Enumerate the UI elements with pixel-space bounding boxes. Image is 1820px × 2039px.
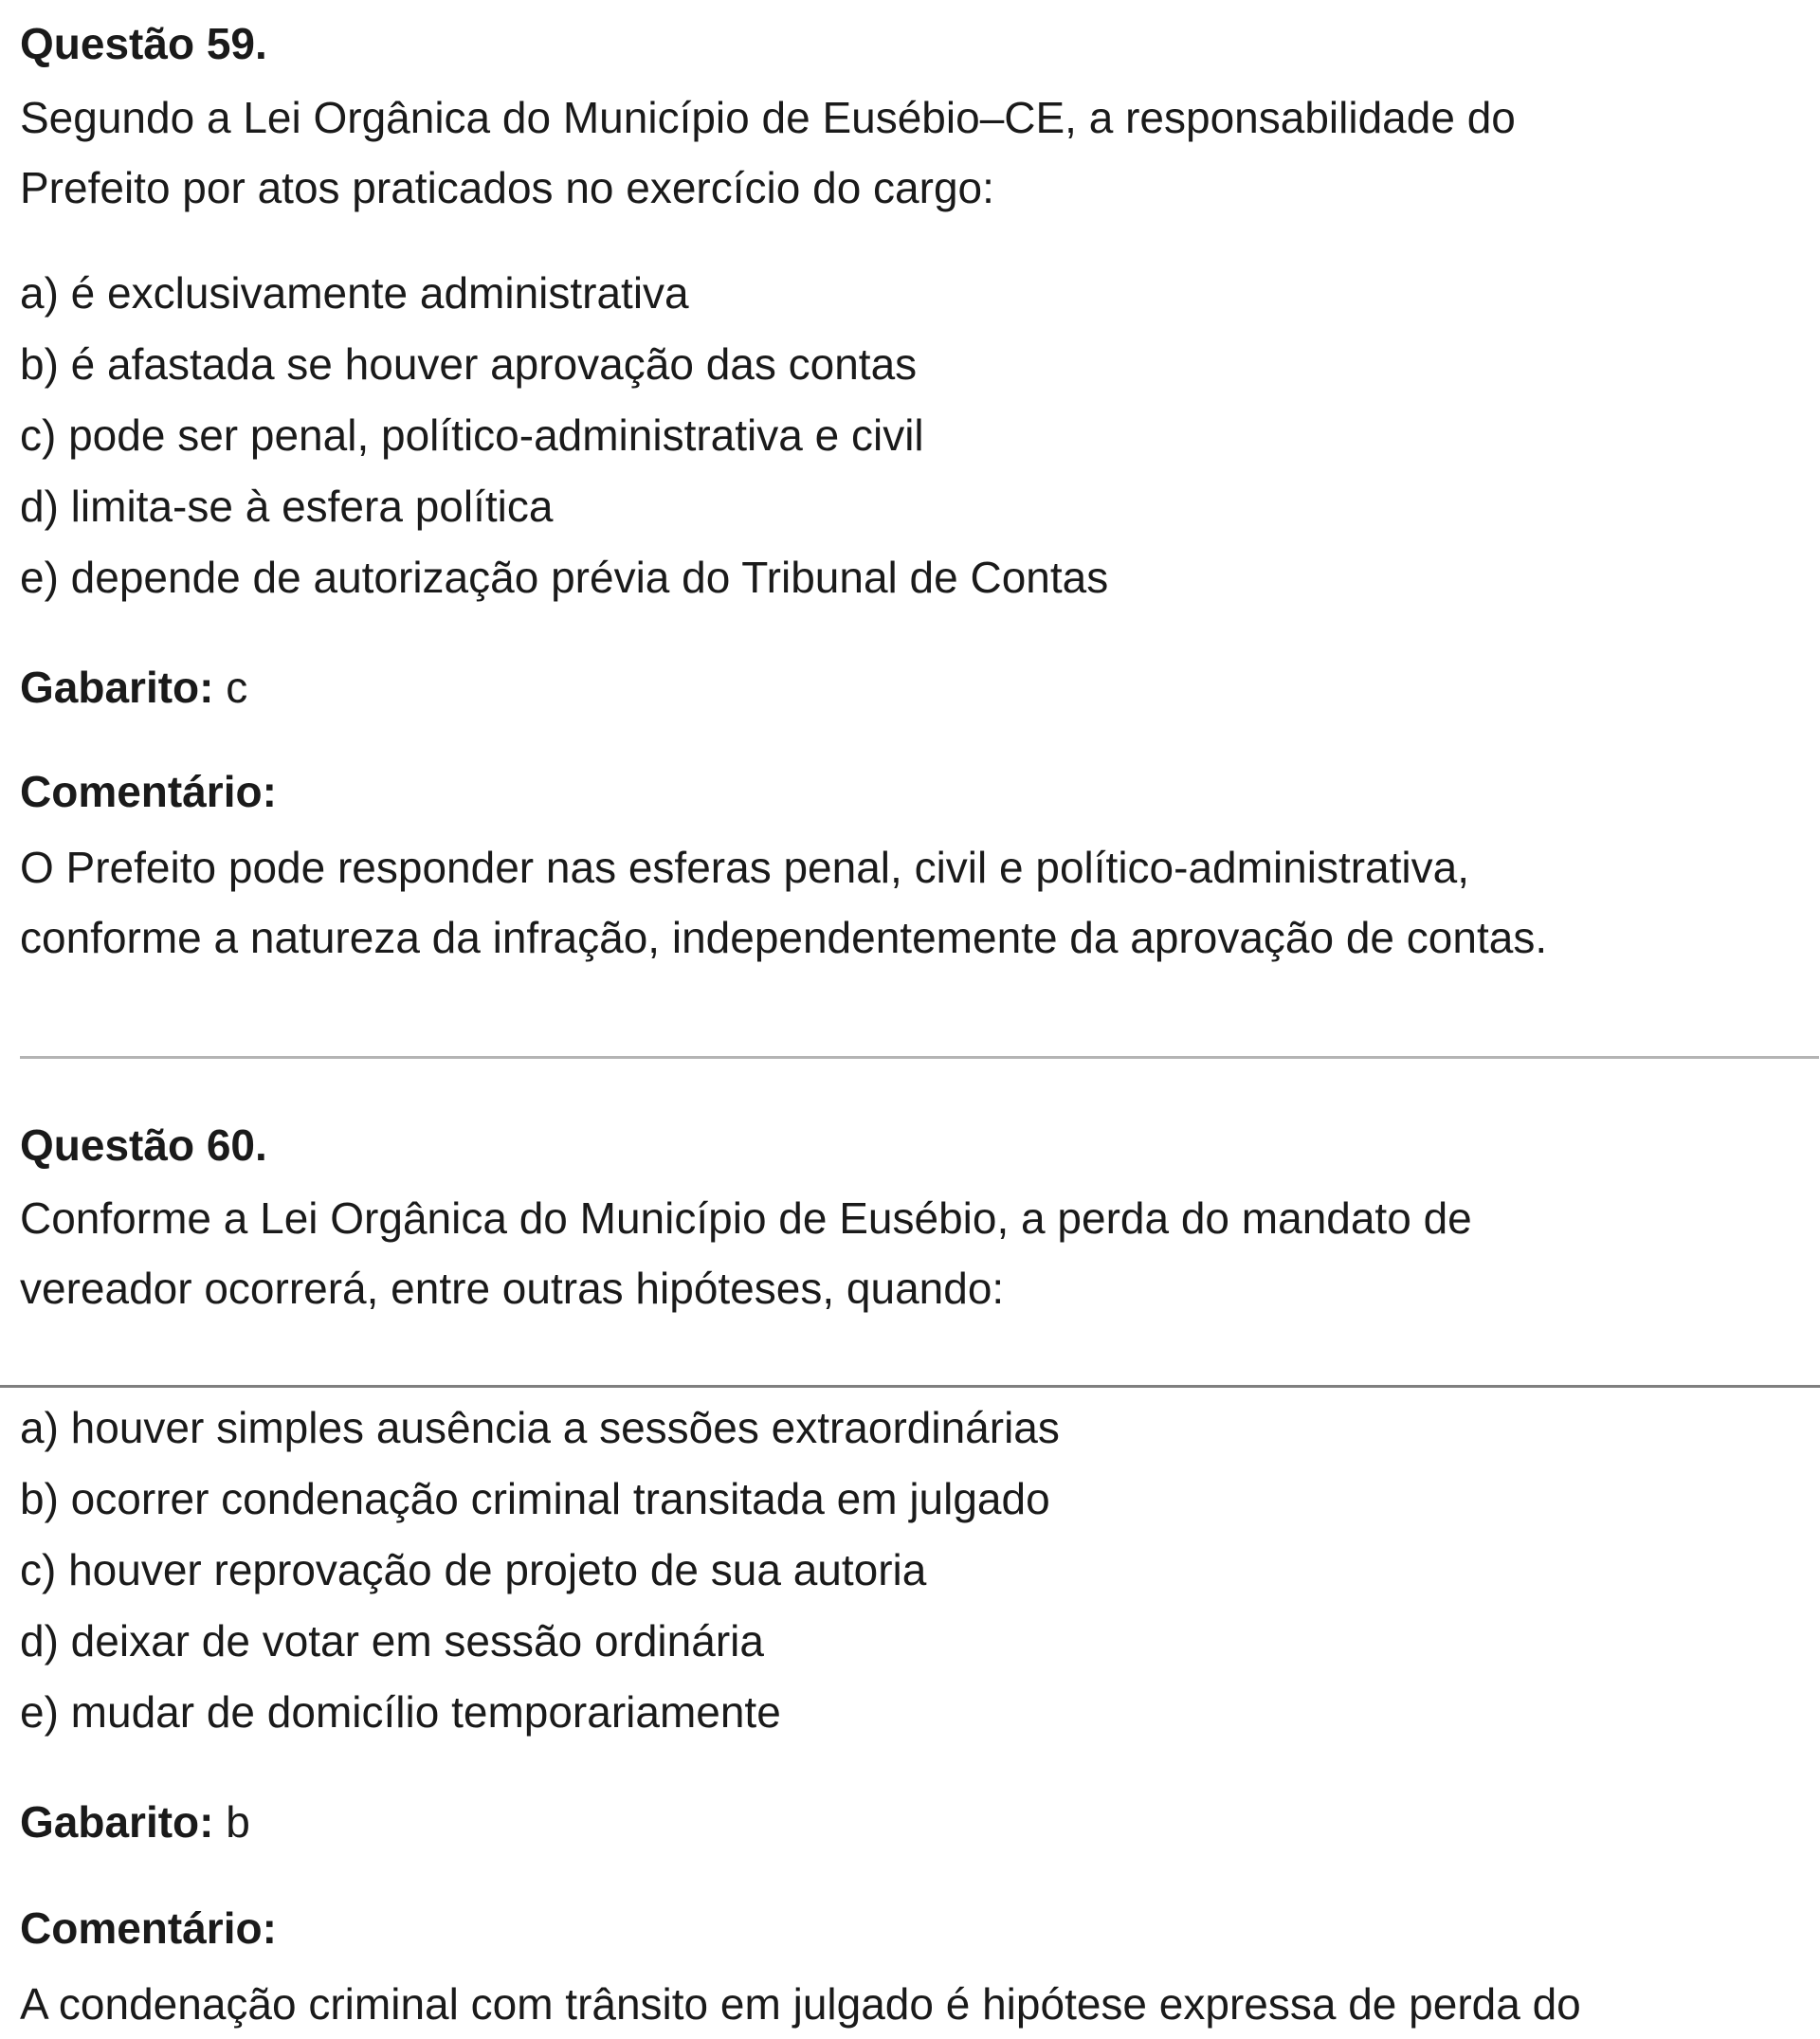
question-59-title-block xyxy=(20,8,1802,80)
question-59-options xyxy=(20,258,1802,613)
question-60-answer-value: b xyxy=(226,1797,250,1847)
question-59-answer xyxy=(20,652,1802,722)
question-59-stem xyxy=(20,82,1802,223)
section-divider xyxy=(20,1056,1819,1059)
question-60-option-b: b) ocorrer condenação criminal transitada em julgado xyxy=(20,1474,1050,1523)
question-59-stem-line-2: Prefeito por atos praticados no exercício do cargo: xyxy=(20,163,994,212)
question-60-answer-label: Gabarito: xyxy=(20,1797,214,1847)
question-59-comment xyxy=(20,832,1802,973)
section-divider-2 xyxy=(0,1385,1820,1388)
question-60-option-a: a) houver simples ausência a sessões extraordinárias xyxy=(20,1403,1060,1452)
question-60-comment-label: Comentário: xyxy=(20,1903,277,1953)
question-60-option-d: d) deixar de votar em sessão ordinária xyxy=(20,1616,764,1666)
question-59-comment-line-2: conforme a natureza da infração, independentemente da aprovação de contas. xyxy=(20,913,1548,962)
question-59-answer-value: c xyxy=(226,663,248,712)
question-60-comment-line-1: A condenação criminal com trânsito em julgado é hipótese expressa de perda do xyxy=(20,1979,1581,2029)
question-60-comment xyxy=(20,1969,1802,2039)
question-60-stem-line-2: vereador ocorrerá, entre outras hipóteses, quando: xyxy=(20,1264,1005,1313)
question-59-option-c: c) pode ser penal, político-administrativa e civil xyxy=(20,410,924,460)
question-59-option-d: d) limita-se à esfera política xyxy=(20,482,554,531)
question-59-option-e: e) depende de autorização prévia do Tribunal de Contas xyxy=(20,553,1109,602)
question-59-comment-title-block xyxy=(20,756,1802,828)
question-59-comment-line-1: O Prefeito pode responder nas esferas penal, civil e político-administrativa, xyxy=(20,843,1470,892)
question-60-title: Questão 60. xyxy=(20,1120,267,1170)
question-59-comment-label: Comentário: xyxy=(20,767,277,816)
question-59-answer-label: Gabarito: xyxy=(20,663,214,712)
question-59-option-b: b) é afastada se houver aprovação das contas xyxy=(20,339,918,389)
question-59-title: Questão 59. xyxy=(20,19,267,68)
question-59-stem-line-1: Segundo a Lei Orgânica do Município de Eusébio–CE, a responsabilidade do xyxy=(20,93,1516,142)
question-60-answer xyxy=(20,1787,1802,1857)
question-60-comment-title-block xyxy=(20,1892,1802,1964)
question-60-option-c: c) houver reprovação de projeto de sua autoria xyxy=(20,1545,927,1594)
question-60-stem xyxy=(20,1183,1802,1323)
question-60-stem-line-1: Conforme a Lei Orgânica do Município de Eusébio, a perda do mandato de xyxy=(20,1193,1472,1243)
question-60-options xyxy=(20,1393,1802,1748)
question-60-title-block xyxy=(20,1109,1802,1181)
question-59-option-a: a) é exclusivamente administrativa xyxy=(20,268,689,318)
question-60-option-e: e) mudar de domicílio temporariamente xyxy=(20,1687,781,1737)
